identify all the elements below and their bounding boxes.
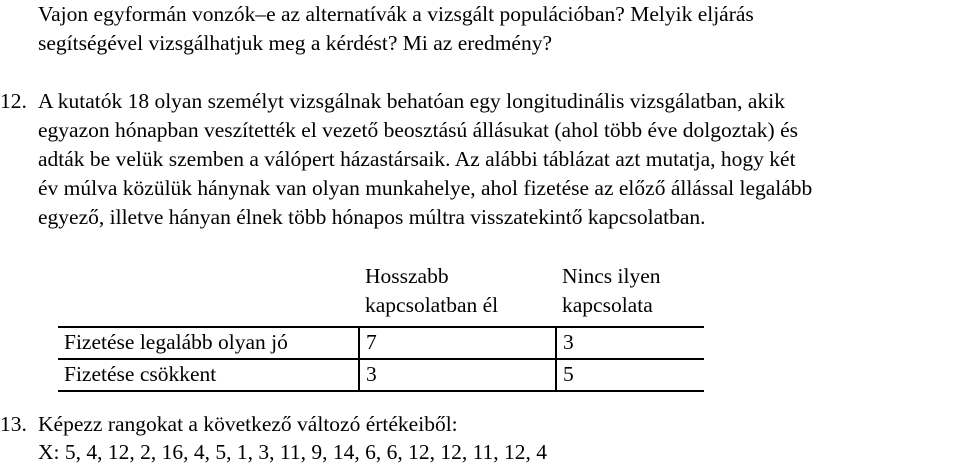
table-cell: 5 [556,359,704,391]
table-header-col-2-line-2: kapcsolata [562,293,653,317]
problem-12-line-2: egyazon hónapban veszítették el vezető beosztású állásukat (ahol több éve dolgoztak) és [38,118,798,142]
problem-13-line-1: Képezz rangokat a következő változó értékeiből: [38,412,458,436]
problem-12-line-1: A kutatók 18 olyan személyt vizsgálnak behatóan egy longitudinális vizsgálatban, akik [38,89,785,113]
problem-12-line-4: év múlva közülük hánynak van olyan munkahelye, ahol fizetése az előző állással legalább [38,176,813,200]
table-header-col-1-line-2: kapcsolatban él [365,293,499,317]
table-row [58,359,704,391]
table-cell: 7 [359,327,556,359]
table-cell: 3 [556,327,704,359]
table-row-label: Fizetése csökkent [58,359,359,391]
table-header-empty [58,258,359,327]
problem-12-line-3: adták be velük szemben a válópert házastársaik. Az alábbi táblázat azt mutatja, hogy két [38,147,796,171]
table-header-row [58,258,704,327]
problem-12-line-5: egyező, illetve hányan élnek több hónapos múltra visszatekintő kapcsolatban. [38,205,706,229]
table-header-col-1 [359,258,556,327]
table-row [58,327,704,359]
table-cell: 3 [359,359,556,391]
intro-line-2: segítségével vizsgálhatjuk meg a kérdést? Mi az eredmény? [38,31,553,55]
table-header-col-2 [556,258,704,327]
intro-line-1: Vajon egyformán vonzók–e az alternatívák a vizsgált populációban? Melyik eljárás [38,2,754,26]
problem-13-line-2: X: 5, 4, 12, 2, 16, 4, 5, 1, 3, 11, 9, 14, 6, 6, 12, 12, 11, 12, 4 [38,440,548,464]
table-header-col-2-line-1: Nincs ilyen [562,264,661,288]
table-header-col-1-line-1: Hosszabb [365,264,449,288]
table-row-label: Fizetése legalább olyan jó [58,327,359,359]
problem-12-number: 12. [0,89,27,113]
contingency-table [58,258,704,392]
problem-13-number: 13. [0,412,27,436]
